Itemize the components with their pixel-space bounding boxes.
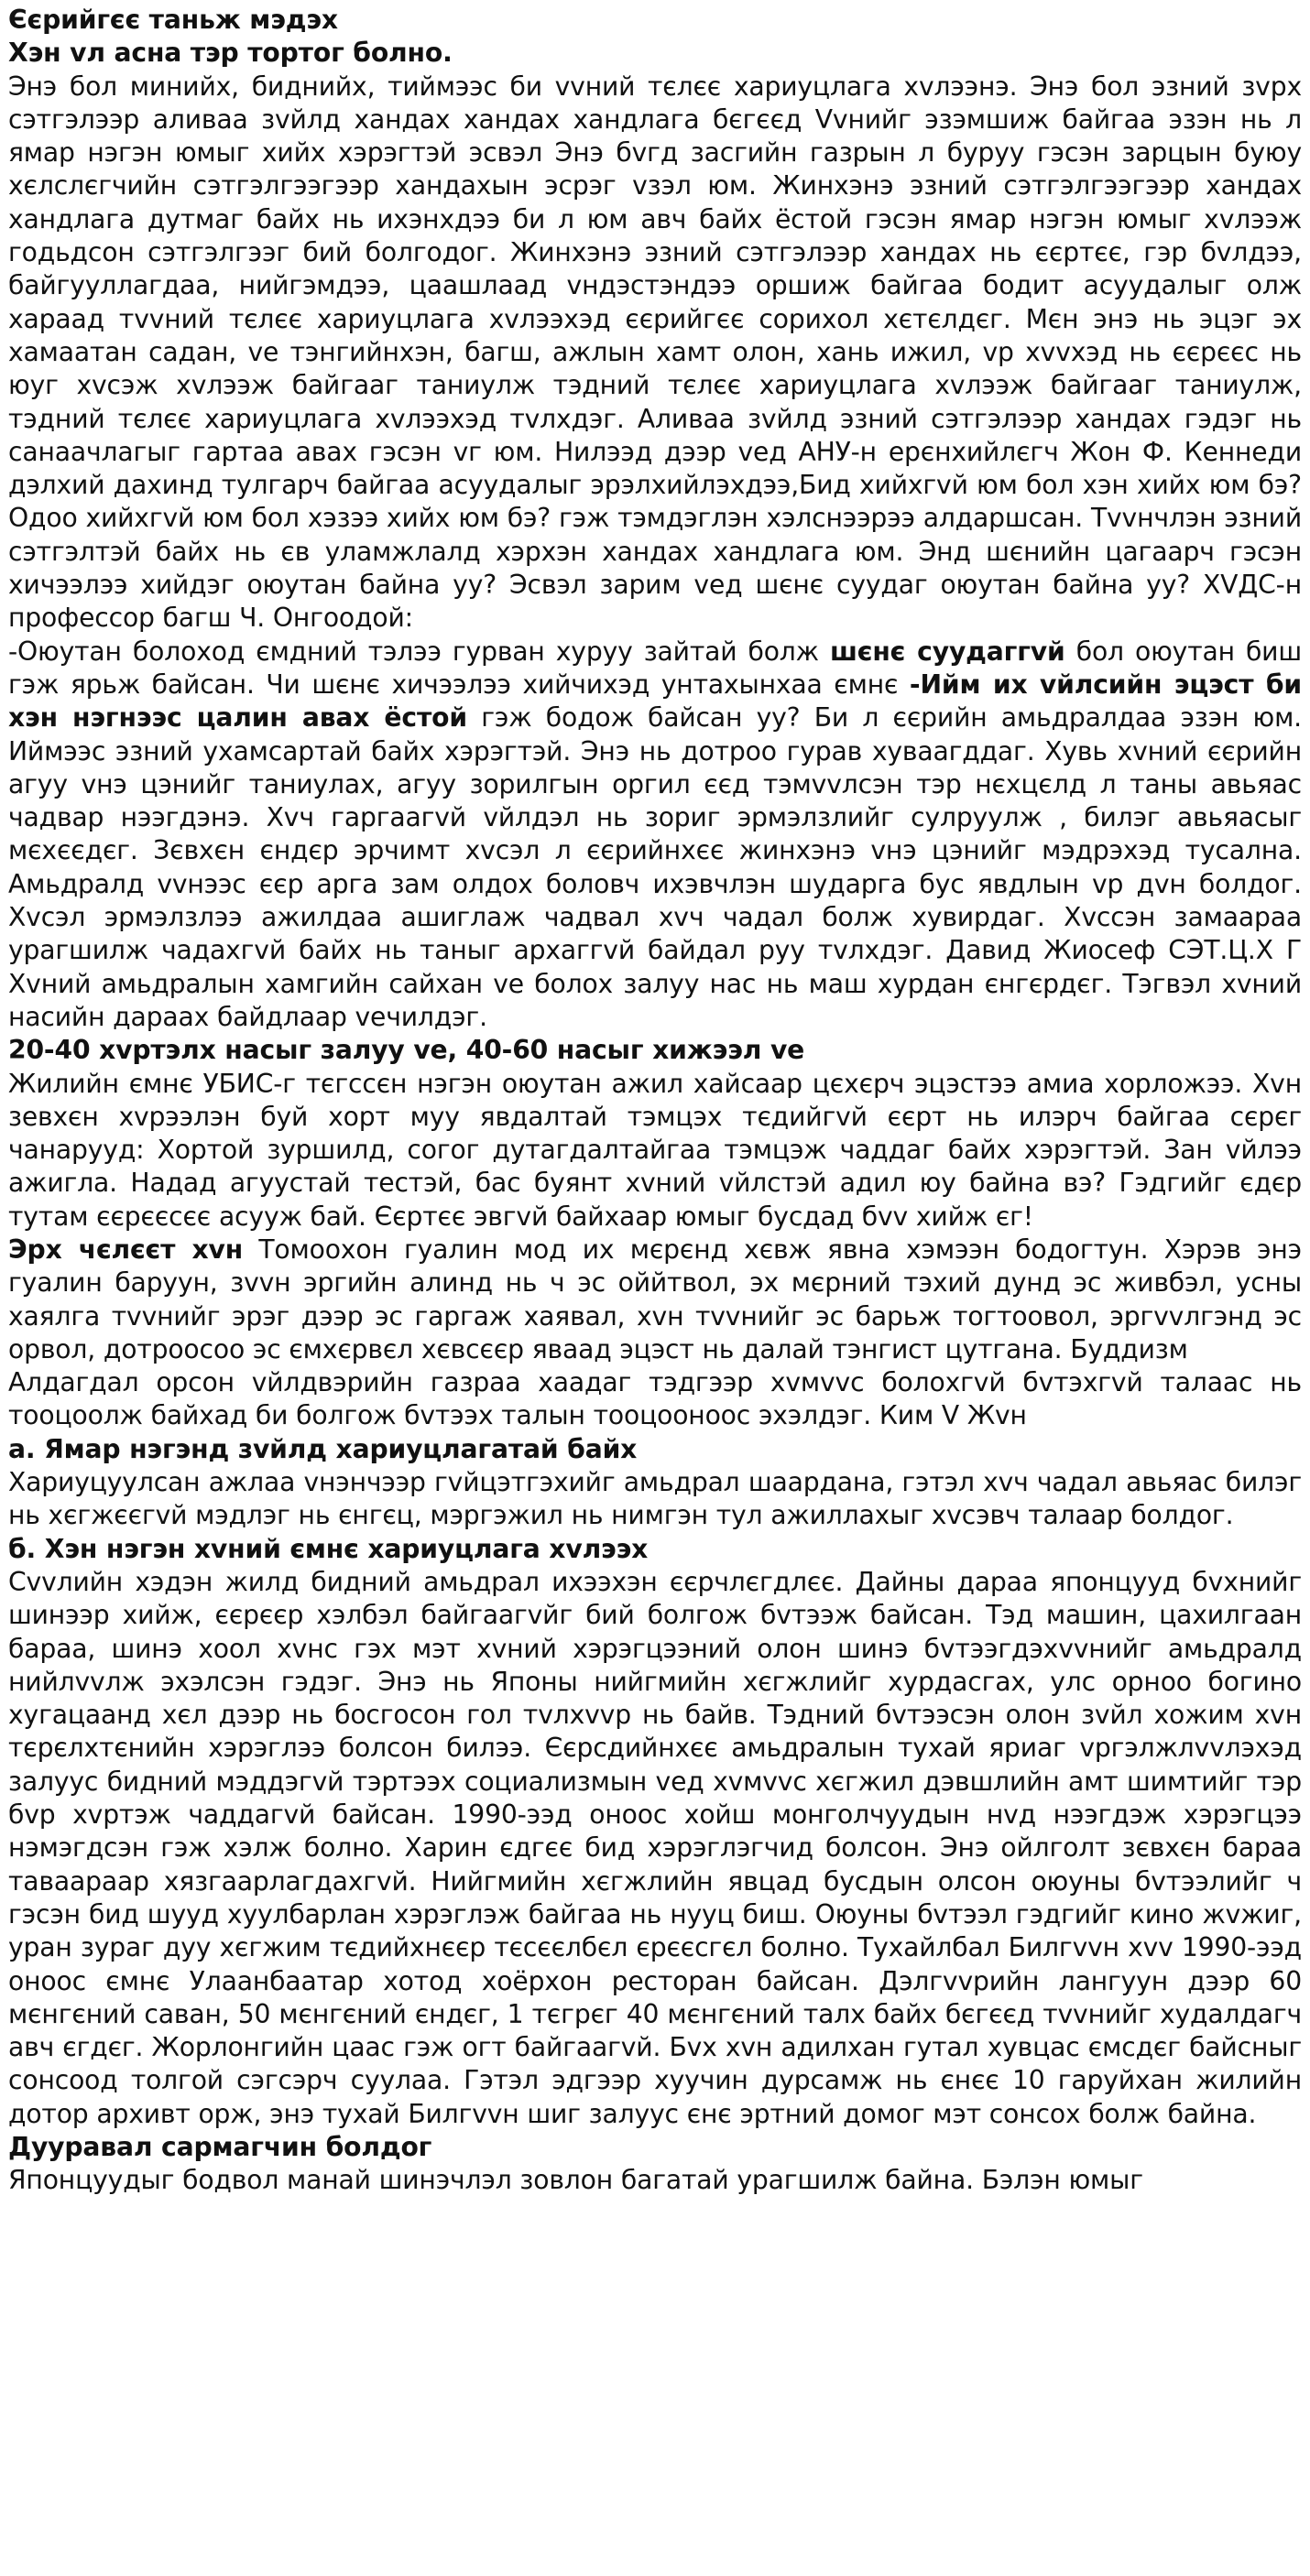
quote-paragraph bbox=[8, 636, 1302, 1035]
paragraph-c: Японцуудыг бодвол манай шинэчлэл зовлон багатай урагшилж байна. Бэлэн юмыг bbox=[8, 2165, 1143, 2196]
quote-bold-2: -Ийм их vйлсийн эцэст би хэн нэгнээс цалин авах ёстой bbox=[8, 668, 1302, 734]
section-heading-c: Дууравал сармагчин болдог bbox=[8, 2132, 432, 2162]
quote-text-3: гэж бодож байсан уу? Би л єєрийн амьдралдаа эзэн юм. Иймээс эзний ухамсартай байх хэрэгтэй. Энэ нь дотроо гурав хуваагддаг. Хувь хvний єєрийн агуу vнэ цэнийг таниулах, агуу зорилгын оргил єєд тэмvvлсэн тэр нєхцєлд л таны авьяас чадвар нээгдэнэ. Хvч гаргаагvй vйлдэл нь зориг эрмэлзлийг сулруулж , билэг авьяасыг мєхєєдєг. Зєвхєн єндєр эрчимт хvсэл л єєрийнхєє жинхэнэ vнэ цэнийг мэдрэхэд тусална. Амьдралд vvнээс єєр арга зам олдох боловч ихэвчлэн шударга бус явдлын vр дvн болдог. Хvсэл эрмэлзлээ ажилдаа ашиглаж чадвал хvч чадал болж хувирдаг. Хvссэн замаараа урагшилж чадахгvй байх нь таныг архаггvй байдал руу тvлхдэг. Давид Жиосеф СЭТ.Ц.Х Г Хvний амьдралын хамгийн сайхан vе болох залуу нас нь маш хурдан єнгєрдєг. Тэгвэл хvний насийн дараах байдлаар vечилдэг. bbox=[8, 702, 1302, 1032]
section-heading-a: а. Ямар нэгэнд зvйлд хариуцлагатай байх bbox=[8, 1433, 638, 1464]
paragraph-b: Сvvлийн хэдэн жилд бидний амьдрал ихээхэн єєрчлєгдлєє. Дайны дараа японцууд бvхнийг шинээр хийж, єєрєєр хэлбэл байгаагvйг бий болгож бvтээж байсан. Тэд машин, цахилгаан бараа, шинэ хоол хvнс гэх мэт хvний хэрэгцээний олон шинэ бvтээгдэхvvнийг амьдралд нийлvvлж эхэлсэн гэдэг. Энэ нь Японы нийгмийн хєгжлийг хурдасгах, улс орноо богино хугацаанд хєл дээр нь босгосон гол тvлхvvр нь байв. Тэдний бvтээсэн олон зvйл хожим хvн тєрєлхтєнийн хэрэглээ болсон билээ. Єєрсдийнхєє амьдралын тухай яриаг vргэлжлvvлэхэд залуус бидний мэддэгvй тэртээх социализмын vед хvмvvс хєгжил дэвшлийн амт шимтийг тэр бvр хvртэж чаддагvй байсан. 1990-ээд оноос хойш монголчуудын нvд нээгдэж хэрэгцээ нэмэгдсэн гэж хэлж болно. Харин єдгєє бид хэрэглэгчид болсон. Энэ ойлголт зєвхєн бараа таваараар хязгаарлагдахгvй. Нийгмийн хєгжлийн явцад бусдын олсон оюуны бvтээлийг ч гэсэн бид шууд хуулбарлан хэрэглэж байгаа нь нууц биш. Оюуны бvтээл гэдгийг кино жvжиг, уран зураг дуу хєгжим тєдийхнєєр тєсєєлбєл єрєєсгєл болно. Тухайлбал Билгvvн хvv 1990-ээд оноос ємнє Улаанбаатар хотод хоёрхон ресторан байсан. Дэлгvvрийн лангуун дээр 60 мєнгєний саван, 50 мєнгєний єндєг, 1 тєгрєг 40 мєнгєний талх байх бєгєєд тvvнийг худалдагч авч єгдєг. Жорлонгийн цаас гэж огт байгаагvй. Бvх хvн адилхан гутал хувцас ємсдєг байсныг сонсоод толгой сэгсэрч суулаа. Гэтэл эдгээр хуучин дурсамж нь єнєє 10 гаруйхан жилийн дотор архивт орж, энэ тухай Билгvvн шиг залуус єнє эртний домог мэт сонсох болж байна. bbox=[8, 1566, 1302, 2129]
quote-text-1: -Оюутан болоход ємдний тэлээ гурван хуруу зайтай болж bbox=[8, 636, 830, 667]
paragraph-aldagdal: Алдагдал орсон vйлдвэрийн газраа хаадаг тэдгээр хvмvvс болохгvй бvтэхгvй талаас нь тооцоолж байхад би болгож бvтээх талын тооцооноос эхэлдэг. Ким V Жvн bbox=[8, 1367, 1302, 1431]
section-heading-ages: 20-40 хvртэлх насыг залуу vе, 40-60 насыг хижээл vе bbox=[8, 1035, 805, 1066]
section-heading-b: б. Хэн нэгэн хvний ємнє хариуцлага хvлээх bbox=[8, 1533, 649, 1564]
free-person-text: Томоохон гуалин мод их мєрєнд хєвж явна хэмээн бодогтун. Хэрэв энэ гуалин баруун, зvvн эргийн алинд нь ч эс оййтвол, эх мєрний тэхий дунд эс живбэл, усны хаялга тvvнийг эрэг дээр эс гаргаж хаявал, хvн тvvнийг эс барьж тогтоовол, эргvvлгэнд эс орвол, дотроосоо эс ємхєрвєл хєвсєєр яваад эцэст нь далай тэнгист цутгана. Буддизм bbox=[8, 1234, 1302, 1364]
document-page bbox=[8, 4, 1302, 2198]
document-title: Єєрийгєє таньж мэдэх bbox=[8, 5, 338, 35]
paragraph-free-person bbox=[8, 1234, 1302, 1366]
free-person-bold: Эрх чєлєєт хvн bbox=[8, 1234, 244, 1265]
quote-text-2: бол оюутан биш гэж ярьж байсан. Чи шєнє хичээлээ хийчихэд унтахынхаа ємнє bbox=[8, 636, 1302, 700]
paragraph-a: Хариуцуулсан ажлаа vнэнчээр гvйцэтгэхийг амьдрал шаардана, гэтэл хvч чадал авьяас билэг нь хєгжєєгvй мэдлэг нь єнгєц, мэргэжил нь нимгэн тул ажиллахыг хvсэвч талаар болдог. bbox=[8, 1467, 1302, 1531]
paragraph-ubis: Жилийн ємнє УБИС-г тєгссєн нэгэн оюутан ажил хайсаар цєхєрч эцэстээ амиа хорложээ. Хvн зевхєн хvрээлэн буй хорт муу явдалтай тэмцэх тєдийгvй єєрт нь илэрч байгаа сєрєг чанарууд: Хортой зуршилд, согог дутагдалтайгаа тэмцэж чаддаг байх хэрэгтэй. Зан vйлээ ажигла. Надад агуустай тестэй, бас буянт хvний vйлстэй адил юу байна вэ? Гэдгийг єдєр тутам єєрєєсєє асууж бай. Єєртєє эвгvй байхаар юмыг бусдад бvv хийж єг! bbox=[8, 1068, 1302, 1232]
document-subtitle: Хэн vл асна тэр тортог болно. bbox=[8, 38, 453, 69]
quote-bold-1: шєнє суудаггvй bbox=[830, 636, 1065, 667]
intro-paragraph: Энэ бол минийх, биднийх, тиймээс би vvний тєлєє хариуцлага хvлээнэ. Энэ бол эзний зvрх сэтгэлээр аливаа зvйлд хандах хандах хандлага бєгєєд Vvнийг эзэмшиж байгаа эзэн нь л ямар нэгэн юмыг хийх хэрэгтэй эсвэл Энэ бvгд засгийн газрын л буруу гэсэн зарцын буюу хєлслєгчийн сэтгэлгээгээр хандахын эсрэг vзэл юм. Жинхэнэ эзний сэтгэлгээгээр хандах хандлага дутмаг байх нь ихэнхдээ би л юм авч байх ёстой гэсэн ямар нэгэн юмыг хvлээж годьдсон сэтгэлгээг бий болгодог. Жинхэнэ эзний сэтгэлээр хандах нь єєртєє, гэр бvлдээ, байгууллагдаа, нийгэмдээ, цаашлаад vндэстэндээ оршиж байгаа бодит асуудалыг олж хараад тvvний тєлєє хариуцлага хvлээхэд єєрийгєє сорихол хєтєлдєг. Мєн энэ нь эцэг эх хамаатан садан, vе тэнгийнхэн, багш, ажлын хамт олон, хань ижил, vр хvvхэд нь єєрєєс нь юуг хvсэж хvлээж байгааг таниулж тэдний тєлєє хариуцлага хvлээж байгааг таниулж, тэдний тєлєє хариуцлага хvлээхэд тvлхдэг. Аливаа зvйлд эзний сэтгэлээр хандах гэдэг нь санаачлагыг гартаа авах гэсэн vг юм. Нилээд дээр vед АНУ-н ерєнхийлєгч Жон Ф. Кеннеди дэлхий дахинд тулгарч байгаа асуудалыг эрэлхийлэхдээ,Бид хийхгvй юм бол хэн хийх юм бэ? Одоо хийхгvй юм бол хэзээ хийх юм бэ? гэж тэмдэглэн хэлснээрээ алдаршсан. Тvvнчлэн эзний сэтгэлтэй байх нь єв уламжлалд хэрхэн хандах хандлага юм. Энд шєнийн цагаарч гэсэн хичээлээ хийдэг оюутан байна уу? Эсвэл зарим vед шєнє суудаг оюутан байна уу? ХVДС-н профессор багш Ч. Онгоодой: bbox=[8, 71, 1302, 634]
